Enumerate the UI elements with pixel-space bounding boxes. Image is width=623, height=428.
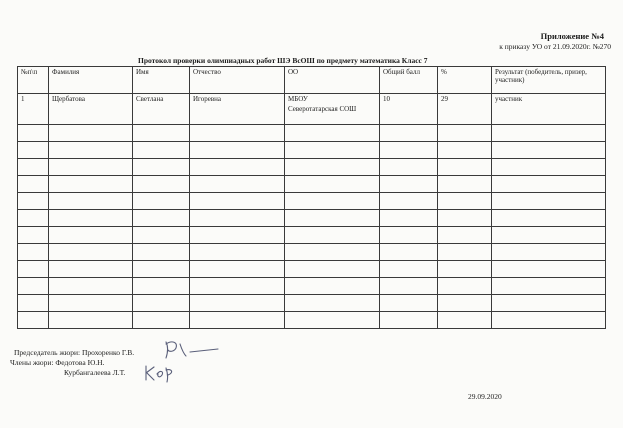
table-row-empty xyxy=(18,176,606,193)
table-cell-empty xyxy=(18,261,49,278)
chairman-signature xyxy=(160,336,220,362)
table-row-empty xyxy=(18,159,606,176)
table-cell-empty xyxy=(285,227,380,244)
table-cell-empty xyxy=(492,159,606,176)
table-cell-empty xyxy=(438,125,492,142)
table-row-empty xyxy=(18,278,606,295)
table-cell-empty xyxy=(380,125,438,142)
table-cell-empty xyxy=(49,295,133,312)
table-cell-empty xyxy=(190,176,285,193)
table-row-empty xyxy=(18,210,606,227)
results-table xyxy=(17,66,606,329)
table-cell-empty xyxy=(18,159,49,176)
cell-total: 10 xyxy=(380,94,438,125)
table-cell-empty xyxy=(285,278,380,295)
table-row xyxy=(18,94,606,125)
table-cell-empty xyxy=(133,142,190,159)
table-cell-empty xyxy=(133,159,190,176)
table-cell-empty xyxy=(133,295,190,312)
protocol-title: Протокол проверки олимпиадных работ ШЭ ВсОШ по предмету математика Класс 7 xyxy=(138,56,428,65)
table-cell-empty xyxy=(190,312,285,329)
header-surname: Фамилия xyxy=(49,67,133,94)
table-cell-empty xyxy=(18,278,49,295)
table-cell-empty xyxy=(492,227,606,244)
jury-members: Члены жюри: Федотова Ю.Н. xyxy=(10,358,105,367)
table-cell-empty xyxy=(380,142,438,159)
table-cell-empty xyxy=(18,125,49,142)
table-cell-empty xyxy=(49,159,133,176)
cell-school-line1: МБОУ xyxy=(288,95,308,103)
table-cell-empty xyxy=(190,227,285,244)
table-row-empty xyxy=(18,193,606,210)
table-cell-empty xyxy=(492,125,606,142)
table-row-empty xyxy=(18,244,606,261)
table-cell-empty xyxy=(438,261,492,278)
table-cell-empty xyxy=(380,159,438,176)
table-cell-empty xyxy=(380,295,438,312)
table-cell-empty xyxy=(380,278,438,295)
cell-surname: Щербатова xyxy=(49,94,133,125)
table-cell-empty xyxy=(133,210,190,227)
member-signature xyxy=(142,362,182,384)
table-cell-empty xyxy=(438,244,492,261)
cell-name: Светлана xyxy=(133,94,190,125)
table-cell-empty xyxy=(190,142,285,159)
table-cell-empty xyxy=(49,278,133,295)
table-cell-empty xyxy=(380,261,438,278)
table-cell-empty xyxy=(438,176,492,193)
cell-school-line2: Северотатарская СОШ xyxy=(288,105,357,113)
table-cell-empty xyxy=(492,244,606,261)
table-cell-empty xyxy=(133,176,190,193)
table-cell-empty xyxy=(438,227,492,244)
appendix-title: Приложение №4 xyxy=(540,31,604,41)
table-cell-empty xyxy=(133,227,190,244)
table-cell-empty xyxy=(438,159,492,176)
table-row-empty xyxy=(18,261,606,278)
table-cell-empty xyxy=(49,193,133,210)
table-cell-empty xyxy=(285,295,380,312)
table-cell-empty xyxy=(380,176,438,193)
table-cell-empty xyxy=(380,210,438,227)
table-cell-empty xyxy=(49,176,133,193)
table-cell-empty xyxy=(380,227,438,244)
header-percent: % xyxy=(438,67,492,94)
table-cell-empty xyxy=(18,312,49,329)
header-num: №п\п xyxy=(18,67,49,94)
table-cell-empty xyxy=(190,125,285,142)
cell-school xyxy=(285,94,380,125)
jury-chairman: Председатель жюри: Прохоренко Г.В. xyxy=(14,348,135,357)
table-cell-empty xyxy=(438,312,492,329)
cell-result: участник xyxy=(492,94,606,125)
table-cell-empty xyxy=(18,193,49,210)
table-cell-empty xyxy=(49,261,133,278)
header-total: Общий балл xyxy=(380,67,438,94)
table-cell-empty xyxy=(49,142,133,159)
table-cell-empty xyxy=(285,261,380,278)
table-cell-empty xyxy=(190,278,285,295)
table-cell-empty xyxy=(18,295,49,312)
table-cell-empty xyxy=(190,193,285,210)
cell-num: 1 xyxy=(18,94,49,125)
cell-percent: 29 xyxy=(438,94,492,125)
table-cell-empty xyxy=(18,227,49,244)
table-cell-empty xyxy=(380,244,438,261)
header-result: Результат (победитель, призер, участник) xyxy=(492,67,606,94)
table-cell-empty xyxy=(285,176,380,193)
table-cell-empty xyxy=(18,142,49,159)
table-cell-empty xyxy=(285,193,380,210)
table-cell-empty xyxy=(285,142,380,159)
jury-member-2: Курбангалеева Л.Т. xyxy=(64,368,126,377)
table-cell-empty xyxy=(133,193,190,210)
table-cell-empty xyxy=(18,176,49,193)
table-cell-empty xyxy=(133,244,190,261)
table-cell-empty xyxy=(492,176,606,193)
table-cell-empty xyxy=(492,210,606,227)
table-cell-empty xyxy=(18,244,49,261)
table-row-empty xyxy=(18,227,606,244)
table-cell-empty xyxy=(18,210,49,227)
table-cell-empty xyxy=(492,312,606,329)
cell-patronymic: Игоревна xyxy=(190,94,285,125)
table-cell-empty xyxy=(492,142,606,159)
table-cell-empty xyxy=(438,278,492,295)
table-cell-empty xyxy=(438,210,492,227)
table-cell-empty xyxy=(285,244,380,261)
table-cell-empty xyxy=(190,159,285,176)
table-cell-empty xyxy=(133,312,190,329)
table-cell-empty xyxy=(190,261,285,278)
table-header-row xyxy=(18,67,606,94)
table-cell-empty xyxy=(49,210,133,227)
table-cell-empty xyxy=(49,227,133,244)
table-cell-empty xyxy=(190,210,285,227)
table-cell-empty xyxy=(492,278,606,295)
table-cell-empty xyxy=(133,278,190,295)
table-cell-empty xyxy=(133,125,190,142)
table-cell-empty xyxy=(190,244,285,261)
document-date: 29.09.2020 xyxy=(468,392,502,401)
table-row-empty xyxy=(18,142,606,159)
table-row-empty xyxy=(18,312,606,329)
table-cell-empty xyxy=(438,295,492,312)
table-row-empty xyxy=(18,125,606,142)
table-cell-empty xyxy=(285,125,380,142)
table-cell-empty xyxy=(49,312,133,329)
table-cell-empty xyxy=(438,142,492,159)
table-cell-empty xyxy=(49,125,133,142)
table-cell-empty xyxy=(190,295,285,312)
table-cell-empty xyxy=(380,193,438,210)
table-cell-empty xyxy=(133,261,190,278)
table-cell-empty xyxy=(49,244,133,261)
table-cell-empty xyxy=(492,261,606,278)
table-cell-empty xyxy=(285,159,380,176)
table-cell-empty xyxy=(438,193,492,210)
header-school: ОО xyxy=(285,67,380,94)
table-cell-empty xyxy=(492,295,606,312)
order-reference: к приказу УО от 21.09.2020г. №270 xyxy=(499,42,611,51)
header-name: Имя xyxy=(133,67,190,94)
table-cell-empty xyxy=(285,312,380,329)
table-cell-empty xyxy=(492,193,606,210)
table-cell-empty xyxy=(285,210,380,227)
header-patronymic: Отчество xyxy=(190,67,285,94)
table-row-empty xyxy=(18,295,606,312)
table-cell-empty xyxy=(380,312,438,329)
